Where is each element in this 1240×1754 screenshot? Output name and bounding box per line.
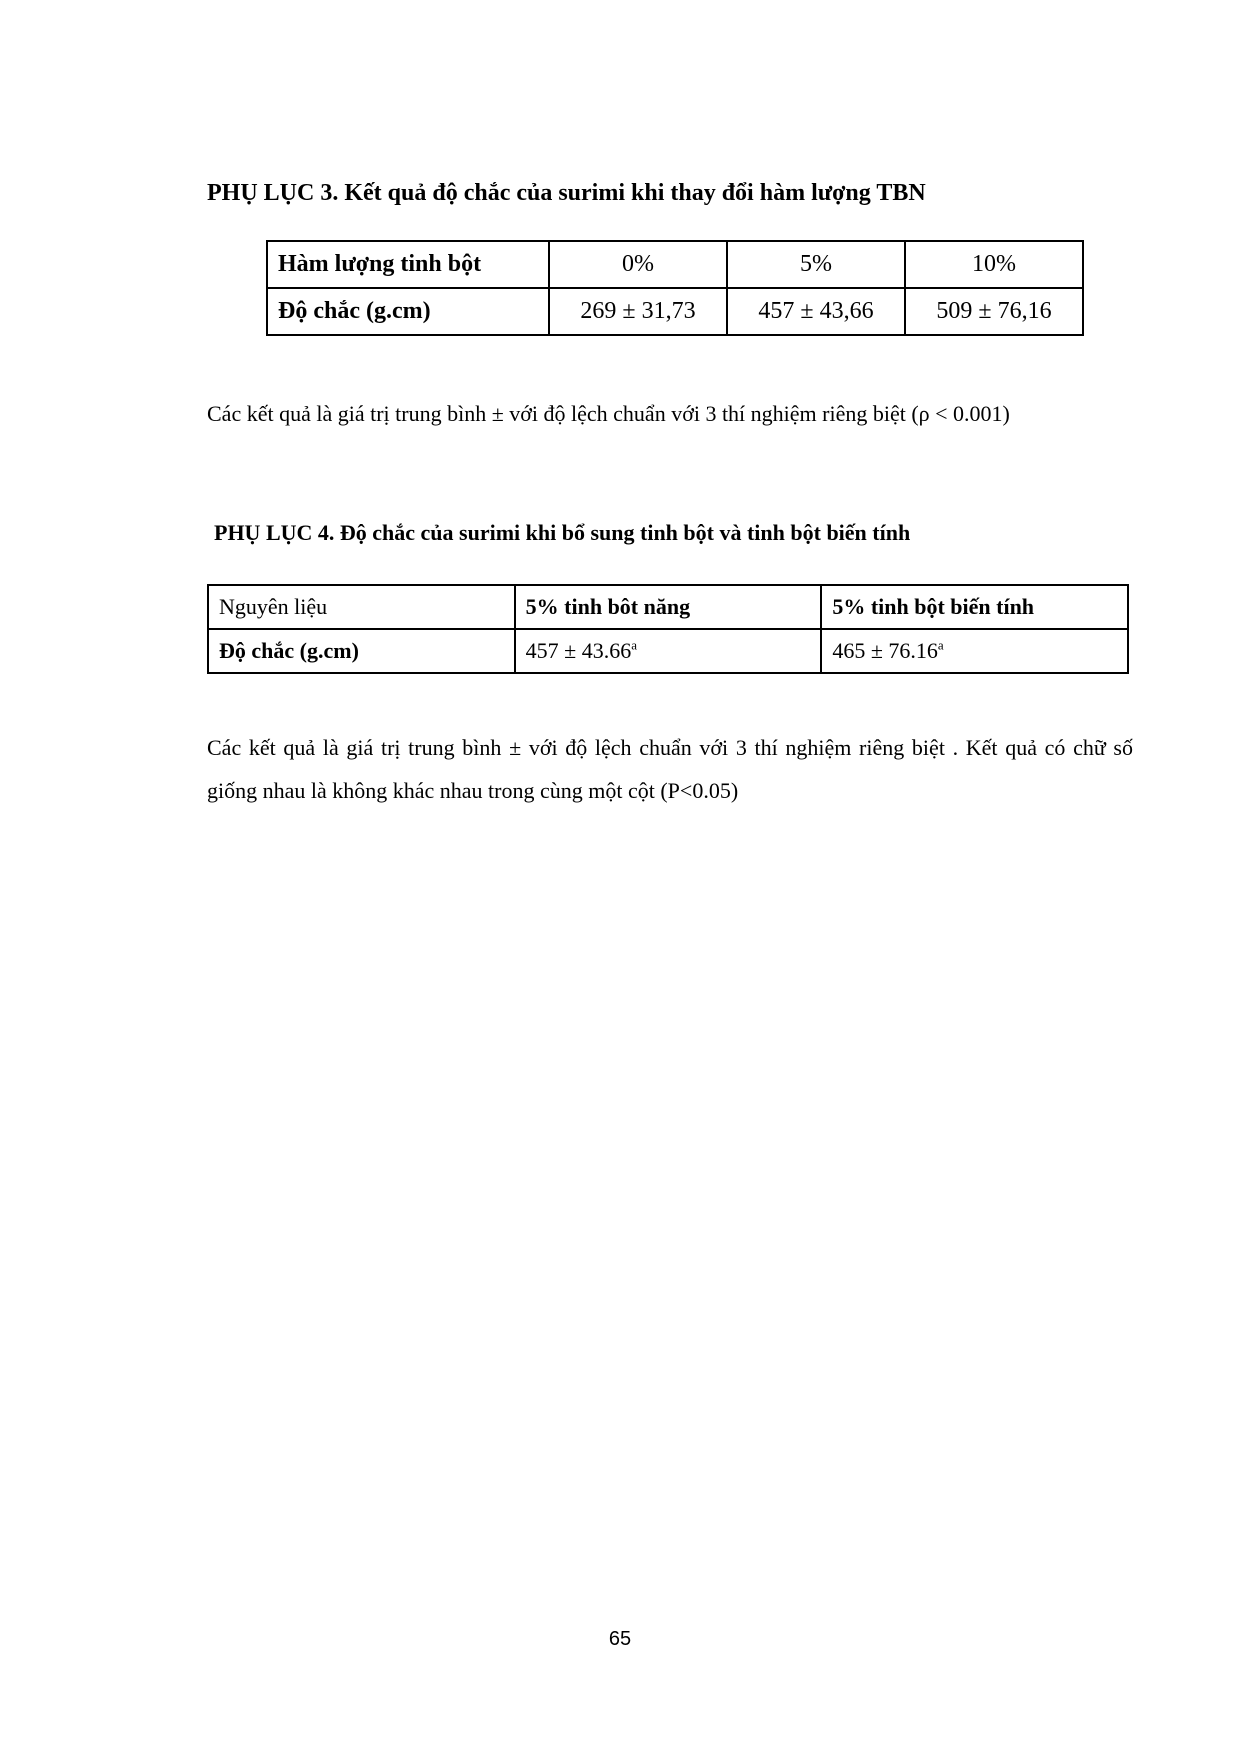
- table-row: [208, 629, 1128, 673]
- table-cell: 457 ± 43,66: [727, 288, 905, 335]
- table-cell: 5%: [727, 241, 905, 288]
- table-cell: 0%: [549, 241, 727, 288]
- appendix4-table: [207, 584, 1129, 674]
- appendix4-title: PHỤ LỤC 4. Độ chắc của surimi khi bổ sung tinh bột và tinh bột biến tính: [214, 520, 911, 545]
- appendix3-note: Các kết quả là giá trị trung bình ± với độ lệch chuẩn với 3 thí nghiệm riêng biệt (ρ < 0.001): [207, 401, 1010, 426]
- table-cell-label: Độ chắc (g.cm): [267, 288, 549, 335]
- table-cell: 10%: [905, 241, 1083, 288]
- table-cell: 269 ± 31,73: [549, 288, 727, 335]
- table-cell: [515, 629, 822, 673]
- cell-value: 465 ± 76.16: [832, 638, 938, 663]
- cell-value: 457 ± 43.66: [525, 638, 632, 663]
- table-row: [208, 585, 1128, 629]
- page-number: 65: [608, 1628, 632, 1650]
- appendix4-note: Các kết quả là giá trị trung bình ± với độ lệch chuẩn với 3 thí nghiệm riêng biệt . Kết quả có chữ số giống nhau là không khác nhau trong cùng một cột (P<0.05): [207, 735, 1133, 803]
- table-cell-label: Độ chắc (g.cm): [208, 629, 515, 673]
- table-cell: [821, 629, 1128, 673]
- table-header-cell: 5% tinh bột biến tính: [821, 585, 1128, 629]
- table-header-cell: 5% tinh bôt năng: [515, 585, 822, 629]
- significance-letter: a: [631, 637, 638, 653]
- appendix3-title: PHỤ LỤC 3. Kết quả độ chắc của surimi khi thay đổi hàm lượng TBN: [207, 180, 926, 206]
- appendix3-table: [266, 240, 1084, 336]
- table-cell-label: Hàm lượng tinh bột: [267, 241, 549, 288]
- significance-letter: a: [937, 637, 944, 653]
- table-header-cell: Nguyên liệu: [208, 585, 515, 629]
- table-row: [267, 241, 1083, 288]
- table-cell: 509 ± 76,16: [905, 288, 1083, 335]
- table-row: [267, 288, 1083, 335]
